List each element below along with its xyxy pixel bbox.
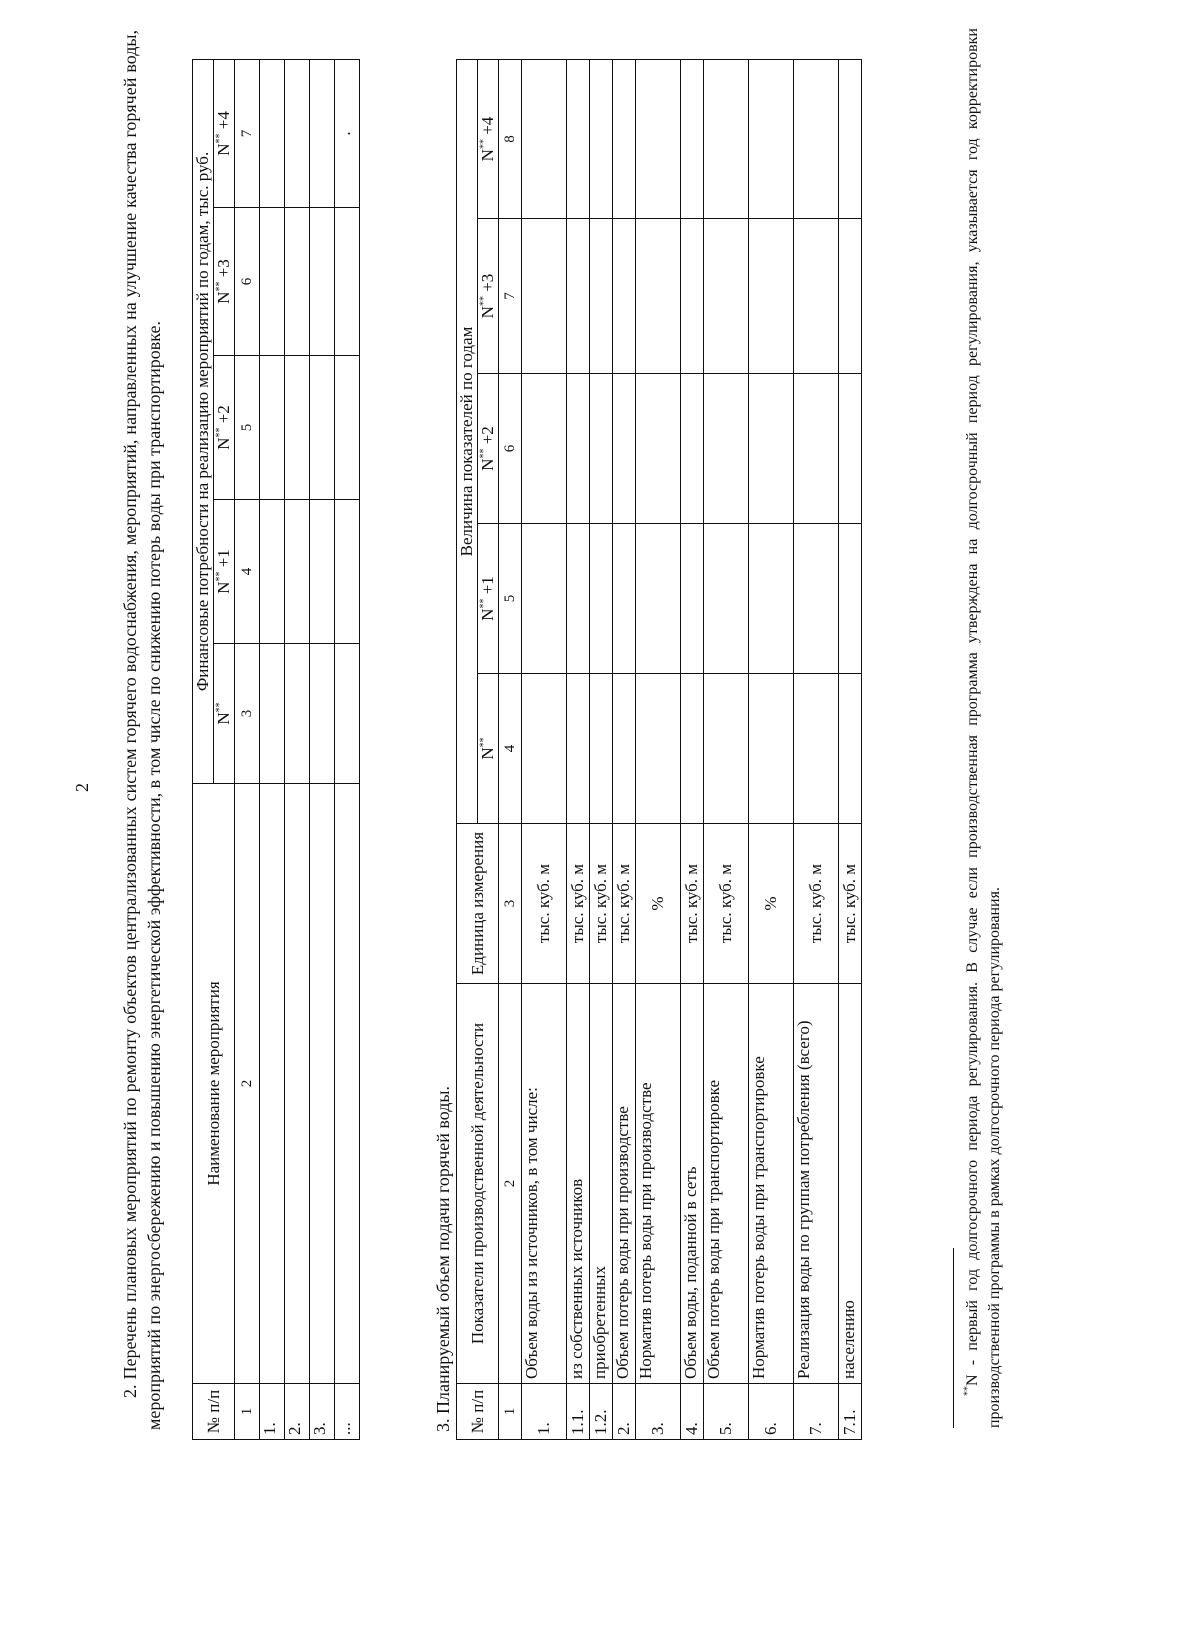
t3-row-unit: тыс. куб. м: [522, 824, 567, 984]
t3-col-index: 5: [499, 524, 522, 674]
t3-year-1: N** +1: [478, 524, 499, 674]
t2-row-num: 2.: [285, 1384, 310, 1440]
t3-row-value: [636, 219, 681, 374]
t3-col-index: 7: [499, 219, 522, 374]
t3-row-num: 7.1.: [839, 1384, 862, 1440]
t3-row-value: [839, 524, 862, 674]
t3-row-value: [681, 374, 704, 524]
t3-row-value: [567, 59, 590, 218]
water-supply-table: [456, 59, 862, 1440]
t3-row-value: [590, 219, 613, 374]
t3-row-value: [522, 524, 567, 674]
t2-year-sup: **: [214, 281, 226, 292]
t3-row-name: Объем потерь воды при транспортировке: [704, 984, 749, 1384]
t3-row-value: [590, 374, 613, 524]
t2-col-index: 3: [235, 644, 260, 784]
t3-row-value: [839, 374, 862, 524]
t3-col-index: 1: [499, 1384, 522, 1440]
section2-paragraph: [118, 30, 166, 1430]
t2-year-sup: **: [214, 133, 226, 144]
t3-col-index: 3: [499, 824, 522, 984]
t3-row-value: [613, 374, 636, 524]
t3-col-index: 6: [499, 374, 522, 524]
t2-row-name: [260, 784, 285, 1384]
t3-row-value: [522, 674, 567, 824]
t3-row-value: [613, 524, 636, 674]
t2-row: [335, 59, 360, 1439]
t3-row-value: [794, 524, 839, 674]
t3-row-value: [749, 524, 794, 674]
t3-row-name: Норматив потерь воды при производстве: [636, 984, 681, 1384]
t3-row-value: [567, 374, 590, 524]
t3-row-name: Норматив потерь воды при транспортировке: [749, 984, 794, 1384]
footnote-marker: **: [962, 1386, 974, 1396]
t2-row-value: [310, 356, 335, 500]
t3-row-unit: %: [749, 824, 794, 984]
t2-header-group: Финансовые потребности на реализацию мероприятий по годам, тыс. руб.: [193, 59, 214, 783]
t3-row-value: [636, 524, 681, 674]
t2-row: [285, 59, 310, 1439]
t2-row-value: [285, 59, 310, 207]
t3-row-value: [590, 59, 613, 218]
t3-row-value: [704, 374, 749, 524]
t3-year-4: N** +4: [478, 59, 499, 218]
t2-year-4: N** +4: [214, 59, 235, 207]
t2-year-sup: **: [214, 571, 226, 582]
t2-header-name: Наименование мероприятия: [193, 784, 235, 1384]
t2-row-value: [335, 644, 360, 784]
t3-row-value: [567, 524, 590, 674]
t2-row-value: [310, 644, 335, 784]
t3-year-sup: **: [478, 598, 490, 609]
t2-row-value: [260, 356, 285, 500]
t3-row-value: [704, 674, 749, 824]
t2-row-value: [310, 59, 335, 207]
t3-header-name: Показатели производственной деятельности: [457, 984, 499, 1384]
t3-row-unit: тыс. куб. м: [681, 824, 704, 984]
t3-row-value: [794, 674, 839, 824]
t2-row-value: [260, 644, 285, 784]
t3-row: [590, 59, 613, 1439]
t3-row-value: [613, 59, 636, 218]
t3-row-num: 5.: [704, 1384, 749, 1440]
t2-row-value: [335, 500, 360, 644]
t2-year-sup: **: [214, 427, 226, 438]
t2-year-0: N**: [214, 644, 235, 784]
t3-row-name: Реализация воды по группам потребления (всего): [794, 984, 839, 1384]
t2-row-name: [310, 784, 335, 1384]
t3-year-3: N** +3: [478, 219, 499, 374]
t3-row-value: [794, 59, 839, 218]
t3-year-sup: **: [478, 139, 490, 150]
t3-col-index: 8: [499, 59, 522, 218]
footnote-divider: [953, 1248, 954, 1428]
t2-col-index: 6: [235, 208, 260, 356]
t2-year-1: N** +1: [214, 500, 235, 644]
t3-row-value: [681, 674, 704, 824]
t3-row: [704, 59, 749, 1439]
t2-col-index: 1: [235, 1384, 260, 1440]
t3-row-unit: тыс. куб. м: [794, 824, 839, 984]
t2-row: [310, 59, 335, 1439]
t3-year-0: N**: [478, 674, 499, 824]
t2-row-value: [260, 59, 285, 207]
t3-row-value: [749, 674, 794, 824]
t3-row-value: [567, 674, 590, 824]
t3-row-value: [704, 524, 749, 674]
t2-row-value: [285, 644, 310, 784]
t2-row-value: [335, 356, 360, 500]
t3-row: [636, 59, 681, 1439]
t3-row-unit: %: [636, 824, 681, 984]
t2-col-index: 4: [235, 500, 260, 644]
t3-row-value: [590, 524, 613, 674]
t2-year-2: N** +2: [214, 356, 235, 500]
t3-row-value: [636, 374, 681, 524]
t2-header-num: № п/п: [193, 1384, 235, 1440]
section3-title: 3. Планируемый объем подачи горячей воды.: [433, 1086, 453, 1432]
t3-year-sup: **: [478, 296, 490, 307]
t3-row-value: [704, 59, 749, 218]
t2-row-value: [260, 500, 285, 644]
t2-row-value: [285, 356, 310, 500]
t3-row-value: [636, 59, 681, 218]
t3-row-value: [839, 59, 862, 218]
footnote-text: N - первый год долгосрочного периода регулирования. В случае если производственная программа утверждена на долгосрочный период регулирования, указывается год корректировки производственной программы в рамках долгосрочного периода регулирования.: [964, 28, 1003, 1428]
t3-row-value: [522, 374, 567, 524]
t2-row-value: [310, 208, 335, 356]
t3-row-num: 4.: [681, 1384, 704, 1440]
t3-row: [794, 59, 839, 1439]
t3-row-value: [567, 219, 590, 374]
t3-row-value: [590, 674, 613, 824]
t2-row-name: [285, 784, 310, 1384]
t3-row-num: 2.: [613, 1384, 636, 1440]
t2-row-name: [335, 784, 360, 1384]
t3-row: [613, 59, 636, 1439]
t3-header-num: № п/п: [457, 1384, 499, 1440]
t2-row-num: 1.: [260, 1384, 285, 1440]
t3-row: [522, 59, 567, 1439]
t3-row-value: [522, 219, 567, 374]
t3-row-name: населению: [839, 984, 862, 1384]
t2-row-value: .: [335, 59, 360, 207]
t3-row-value: [681, 59, 704, 218]
t3-row-name: Объем воды из источников, в том числе:: [522, 984, 567, 1384]
page-number: 2: [72, 783, 92, 792]
t3-row-value: [749, 59, 794, 218]
t3-row-value: [839, 219, 862, 374]
t2-row-value: [285, 208, 310, 356]
t3-row-num: 1.: [522, 1384, 567, 1440]
t3-row-unit: тыс. куб. м: [613, 824, 636, 984]
t3-row-value: [704, 219, 749, 374]
t3-row-name: из собственных источников: [567, 984, 590, 1384]
t3-row-value: [681, 524, 704, 674]
t3-row-value: [794, 219, 839, 374]
t3-row-num: 6.: [749, 1384, 794, 1440]
t3-header-group: Величина показателей по годам: [457, 59, 478, 823]
t3-row-value: [749, 374, 794, 524]
t3-row-value: [749, 219, 794, 374]
t3-row-unit: тыс. куб. м: [567, 824, 590, 984]
t2-row: [260, 59, 285, 1439]
t2-row-value: [310, 500, 335, 644]
t2-row-value: [260, 208, 285, 356]
t3-year-2: N** +2: [478, 374, 499, 524]
t3-row-num: 1.1.: [567, 1384, 590, 1440]
t3-row-name: приобретенных: [590, 984, 613, 1384]
t3-row-name: Объем потерь воды при производстве: [613, 984, 636, 1384]
t3-year-sup: **: [478, 737, 490, 748]
t3-year-sup: **: [478, 448, 490, 459]
t3-row-value: [839, 674, 862, 824]
t2-year-sup: **: [214, 702, 226, 713]
t3-row-unit: тыс. куб. м: [704, 824, 749, 984]
footnote: [962, 28, 1006, 1428]
t3-row-unit: тыс. куб. м: [839, 824, 862, 984]
t2-col-index: 7: [235, 59, 260, 207]
t3-row: [749, 59, 794, 1439]
t3-row-value: [613, 219, 636, 374]
t2-year-3: N** +3: [214, 208, 235, 356]
t2-col-index: 2: [235, 784, 260, 1384]
t3-row-value: [636, 674, 681, 824]
t2-row-num: ...: [335, 1384, 360, 1440]
t3-header-unit: Единица измерения: [457, 824, 499, 984]
t3-row-value: [794, 374, 839, 524]
t3-row-num: 1.2.: [590, 1384, 613, 1440]
section2-text: 2. Перечень плановых мероприятий по ремонту объектов централизованных систем горячего водоснабжения, мероприятий, направленных на улучшение качества горячей воды, мероприятий по энергосбережению и повышению энергетической эффективности, в том числе по снижению потерь воды при транспортировке.: [120, 30, 164, 1430]
measures-table: [192, 59, 360, 1440]
t3-col-index: 2: [499, 984, 522, 1384]
t3-row-value: [522, 59, 567, 218]
t2-row-num: 3.: [310, 1384, 335, 1440]
t3-row-num: 7.: [794, 1384, 839, 1440]
t3-row: [567, 59, 590, 1439]
t2-row-value: [285, 500, 310, 644]
t2-col-index: 5: [235, 356, 260, 500]
t2-row-value: [335, 208, 360, 356]
t3-row-value: [681, 219, 704, 374]
t3-row-num: 3.: [636, 1384, 681, 1440]
t3-row: [839, 59, 862, 1439]
t3-col-index: 4: [499, 674, 522, 824]
t3-row-name: Объем воды, поданной в сеть: [681, 984, 704, 1384]
t3-row: [681, 59, 704, 1439]
t3-row-value: [613, 674, 636, 824]
t3-row-unit: тыс. куб. м: [590, 824, 613, 984]
